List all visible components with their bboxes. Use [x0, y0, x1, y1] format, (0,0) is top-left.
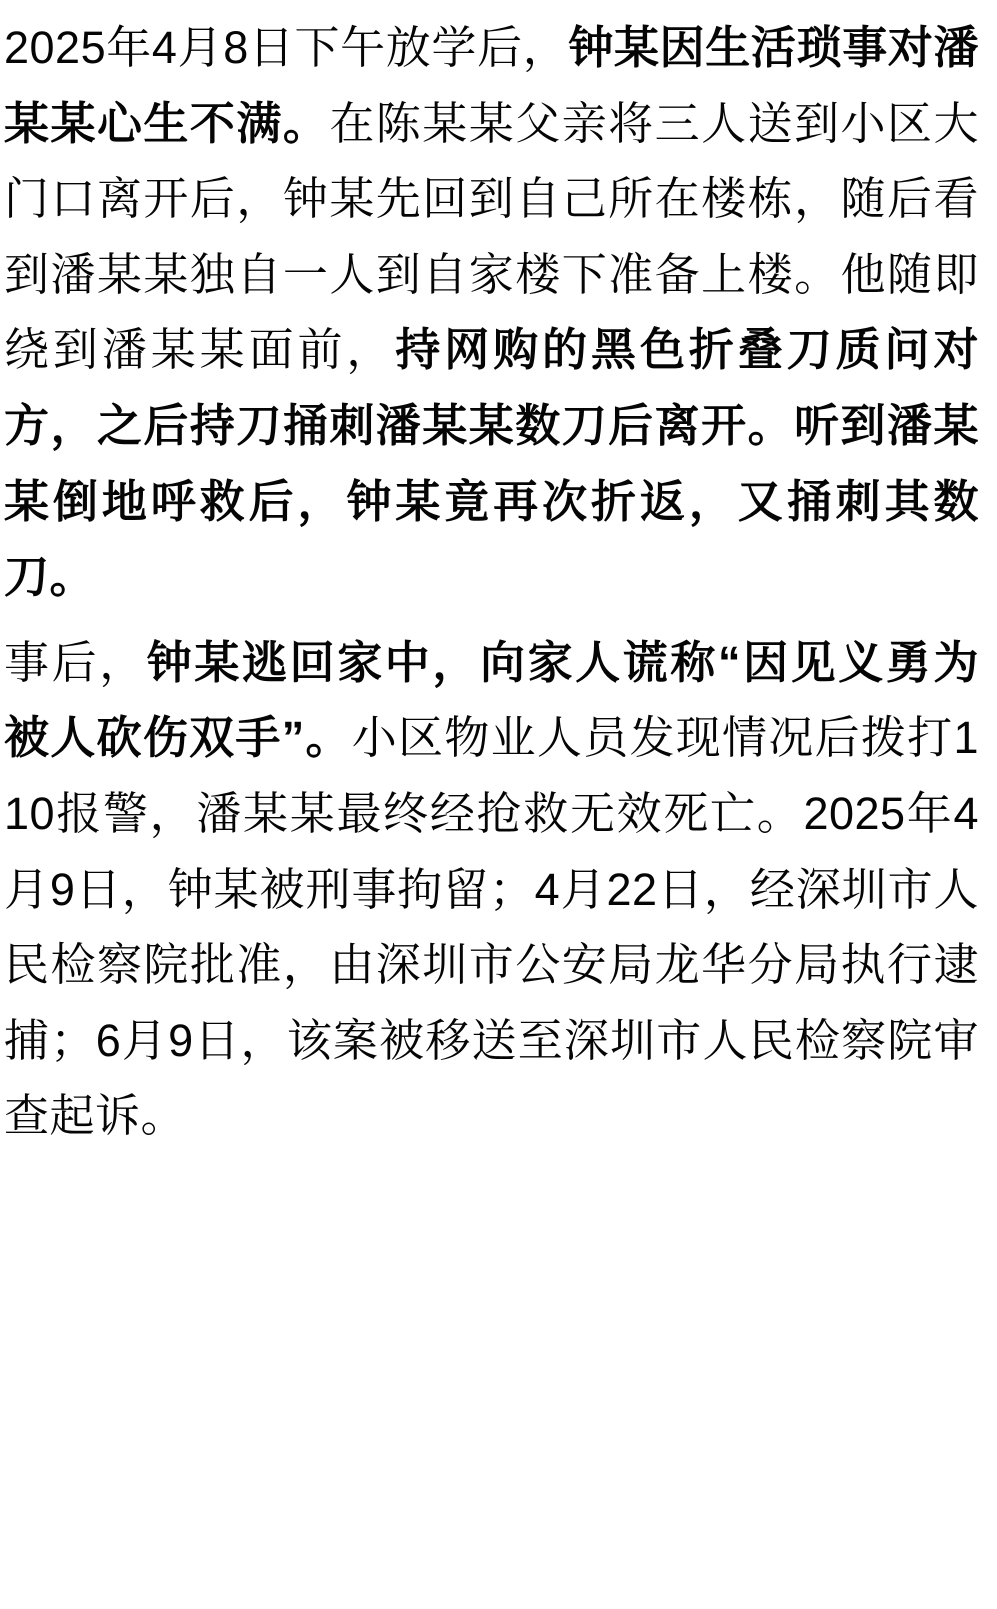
text-run-emphasis: 持网购的黑色折叠刀质问对方，之后持刀捅刺潘某某数刀后离开。听到潘某某倒地呼救后，钟某竟再次折返，又捅刺其数刀。	[4, 324, 979, 603]
text-run: 2025年4月8日下午放学后，	[4, 22, 569, 73]
paragraph-2	[4, 625, 979, 1154]
paragraph-spacer	[4, 615, 979, 625]
text-run: 在陈某某父亲将三人送到小区大门口离开后，钟某先回到自己所在楼栋，随后看到潘某某独自一人到自家楼下准备上楼。他随即绕到潘某某面前，	[4, 97, 979, 376]
paragraph-1	[4, 10, 979, 615]
text-run-emphasis: 钟某逃回家中，向家人谎称“因见义勇为被人砍伤双手”。	[4, 636, 979, 764]
text-run: 小区物业人员发现情况后拨打110报警，潘某某最终经抢救无效死亡。2025年4月9日，钟某被刑事拘留；4月22日，经深圳市人民检察院批准，由深圳市公安局龙华分局执行逮捕；6月9日，该案被移送至深圳市人民检察院审查起诉。	[4, 712, 979, 1142]
text-run-emphasis: 钟某因生活琐事对潘某某心生不满。	[4, 22, 979, 149]
text-run: 事后，	[4, 636, 147, 688]
article-body	[4, 10, 979, 1154]
